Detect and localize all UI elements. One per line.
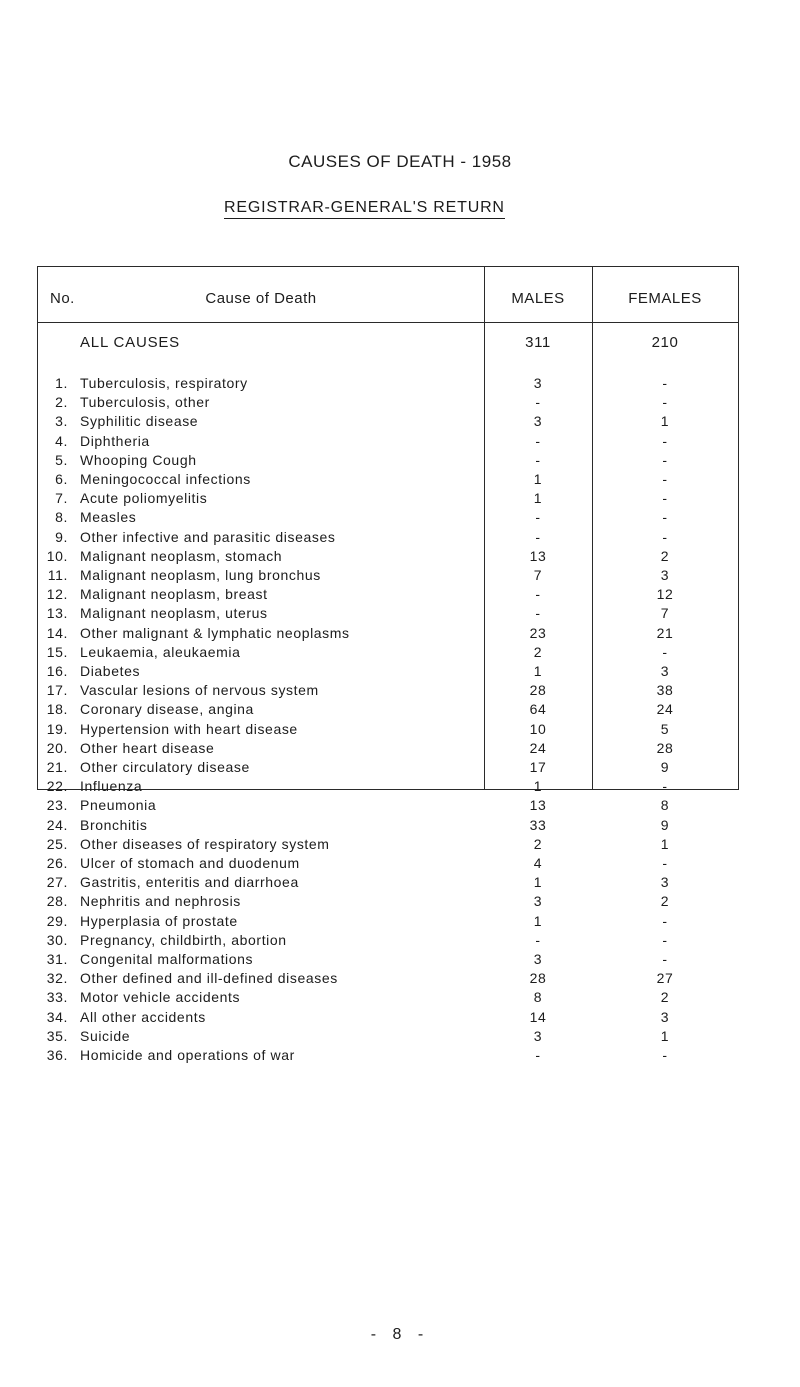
- table-row: [38, 548, 738, 568]
- row-males: 2: [533, 643, 543, 660]
- table-row: [38, 874, 738, 894]
- row-females: 3: [660, 1008, 670, 1025]
- row-cause: Congenital malformations: [80, 951, 254, 967]
- row-males: 23: [529, 624, 547, 641]
- row-males: -: [535, 394, 541, 411]
- table-row: [38, 663, 738, 683]
- row-number: 17.: [46, 682, 68, 699]
- row-females: 21: [656, 624, 674, 641]
- row-females: 1: [660, 413, 670, 430]
- row-females: -: [662, 394, 668, 411]
- row-cause: Malignant neoplasm, uterus: [80, 605, 268, 622]
- row-cause: Tuberculosis, other: [80, 394, 210, 411]
- row-number: 20.: [46, 739, 68, 756]
- table-row: [38, 740, 738, 760]
- row-females: 38: [656, 682, 674, 699]
- table-row: [38, 452, 738, 472]
- row-males: 13: [529, 547, 547, 564]
- row-females: -: [662, 643, 668, 660]
- table-row: [38, 509, 738, 529]
- row-males: 13: [529, 797, 547, 814]
- header-no: No.: [50, 290, 75, 307]
- table-row: [38, 605, 738, 625]
- table-row: [38, 1028, 738, 1048]
- page-subtitle: REGISTRAR-GENERAL'S RETURN: [224, 199, 505, 219]
- table-row: [38, 433, 738, 453]
- row-cause: Coronary disease, angina: [80, 701, 254, 718]
- table-row: [38, 625, 738, 645]
- row-females: 2: [660, 893, 670, 910]
- row-males: -: [535, 586, 541, 603]
- row-cause: Malignant neoplasm, breast: [80, 586, 268, 603]
- table-row: [38, 855, 738, 875]
- row-females: 7: [660, 605, 670, 622]
- row-cause: Other diseases of respiratory system: [80, 835, 330, 852]
- row-number: 18.: [46, 701, 68, 718]
- table-row: [38, 932, 738, 952]
- row-number: 13.: [46, 605, 68, 622]
- row-cause: Other infective and parasitic diseases: [80, 528, 336, 545]
- row-females: 3: [660, 663, 670, 679]
- row-number: 22.: [46, 778, 68, 795]
- row-males: -: [535, 1047, 541, 1063]
- row-number: 2.: [55, 394, 68, 411]
- row-males: -: [535, 605, 541, 622]
- row-number: 30.: [46, 931, 68, 948]
- row-number: 4.: [55, 432, 68, 449]
- table-row: [38, 1009, 738, 1029]
- table-row: [38, 529, 738, 549]
- table-row: [38, 759, 738, 779]
- row-number: 15.: [46, 643, 68, 660]
- causes-of-death-table: [37, 266, 739, 1063]
- row-females: 2: [660, 989, 670, 1006]
- row-males: -: [535, 509, 541, 526]
- row-cause: Bronchitis: [80, 816, 148, 833]
- row-number: 19.: [46, 720, 68, 737]
- row-females: -: [662, 951, 668, 967]
- row-cause: All other accidents: [80, 1008, 206, 1025]
- row-cause: Meningococcal infections: [80, 471, 251, 487]
- table-row: [38, 394, 738, 414]
- row-cause: Ulcer of stomach and duodenum: [80, 855, 300, 871]
- row-number: 31.: [46, 951, 68, 967]
- row-females: -: [662, 931, 668, 948]
- table-row: [38, 375, 738, 395]
- row-number: 9.: [55, 528, 68, 545]
- row-number: 8.: [55, 509, 68, 526]
- row-males: -: [535, 528, 541, 545]
- row-number: 16.: [46, 663, 68, 679]
- row-females: 9: [660, 759, 670, 775]
- page-number: - 8 -: [370, 1326, 430, 1343]
- row-females: 2: [660, 547, 670, 564]
- row-males: 10: [529, 720, 547, 737]
- row-females: 1: [660, 1027, 670, 1044]
- row-number: 32.: [46, 970, 68, 987]
- row-number: 29.: [46, 912, 68, 929]
- table-row: [38, 893, 738, 913]
- row-cause: Homicide and operations of war: [80, 1047, 295, 1063]
- table-row: [38, 567, 738, 587]
- row-number: 5.: [55, 451, 68, 468]
- row-number: 23.: [46, 797, 68, 814]
- row-males: 24: [529, 739, 547, 756]
- row-females: 28: [656, 739, 674, 756]
- row-cause: Vascular lesions of nervous system: [80, 682, 319, 699]
- row-males: 33: [529, 816, 547, 833]
- row-females: 12: [656, 586, 674, 603]
- row-number: 28.: [46, 893, 68, 910]
- table-row: [38, 721, 738, 741]
- row-males: 14: [529, 1008, 547, 1025]
- row-males: 3: [533, 1027, 543, 1044]
- row-males: 3: [533, 375, 543, 391]
- row-cause: Other heart disease: [80, 739, 215, 756]
- total-females: 210: [651, 334, 679, 351]
- row-cause: Pneumonia: [80, 797, 157, 814]
- page-title: CAUSES OF DEATH - 1958: [288, 152, 512, 171]
- row-females: 3: [660, 567, 670, 583]
- table-row: [38, 1047, 738, 1067]
- row-males: 1: [533, 912, 543, 929]
- row-number: 12.: [46, 586, 68, 603]
- row-cause: Diphtheria: [80, 432, 150, 449]
- row-number: 27.: [46, 874, 68, 891]
- row-cause: Influenza: [80, 778, 143, 795]
- row-cause: Suicide: [80, 1027, 131, 1044]
- row-males: 3: [533, 951, 543, 967]
- row-cause: Motor vehicle accidents: [80, 989, 241, 1006]
- header-males: MALES: [511, 290, 565, 307]
- table-row: [38, 989, 738, 1009]
- table-row: [38, 413, 738, 433]
- row-females: -: [662, 855, 668, 871]
- table-row: [38, 586, 738, 606]
- row-cause: Syphilitic disease: [80, 413, 199, 430]
- table-row: [38, 836, 738, 856]
- row-males: 64: [529, 701, 547, 718]
- row-females: 24: [656, 701, 674, 718]
- row-females: 27: [656, 970, 674, 987]
- table-row: [38, 644, 738, 664]
- table-row: [38, 701, 738, 721]
- row-males: 17: [529, 759, 547, 775]
- row-cause: Hyperplasia of prostate: [80, 912, 238, 929]
- row-cause: Nephritis and nephrosis: [80, 893, 241, 910]
- row-males: 1: [533, 663, 543, 679]
- row-males: 4: [533, 855, 543, 871]
- row-number: 10.: [46, 547, 68, 564]
- row-cause: Other defined and ill-defined diseases: [80, 970, 338, 987]
- row-females: -: [662, 432, 668, 449]
- row-number: 6.: [55, 471, 68, 487]
- row-males: 2: [533, 835, 543, 852]
- row-males: 1: [533, 490, 543, 507]
- row-males: 28: [529, 682, 547, 699]
- row-number: 35.: [46, 1027, 68, 1044]
- header-females: FEMALES: [628, 290, 702, 307]
- row-cause: Hypertension with heart disease: [80, 720, 298, 737]
- row-cause: Tuberculosis, respiratory: [80, 375, 248, 391]
- table-row: [38, 951, 738, 971]
- row-females: 9: [660, 816, 670, 833]
- row-number: 24.: [46, 816, 68, 833]
- table-row: [38, 490, 738, 510]
- row-number: 1.: [55, 375, 68, 391]
- row-females: -: [662, 912, 668, 929]
- table-row: [38, 797, 738, 817]
- row-males: 3: [533, 893, 543, 910]
- row-cause: Other malignant & lymphatic neoplasms: [80, 624, 350, 641]
- total-males: 311: [525, 334, 551, 351]
- row-males: 1: [533, 874, 543, 891]
- row-number: 14.: [46, 624, 68, 641]
- row-males: 1: [533, 778, 543, 795]
- row-females: -: [662, 471, 668, 487]
- table-row: [38, 471, 738, 491]
- row-females: 1: [660, 835, 670, 852]
- row-cause: Diabetes: [80, 663, 141, 679]
- row-males: 7: [533, 567, 543, 583]
- row-number: 7.: [55, 490, 68, 507]
- table-row: [38, 778, 738, 798]
- row-number: 33.: [46, 989, 68, 1006]
- row-males: -: [535, 931, 541, 948]
- row-number: 25.: [46, 835, 68, 852]
- total-row: [38, 334, 738, 354]
- row-males: 28: [529, 970, 547, 987]
- row-females: -: [662, 451, 668, 468]
- row-cause: Malignant neoplasm, stomach: [80, 547, 283, 564]
- row-number: 3.: [55, 413, 68, 430]
- row-cause: Other circulatory disease: [80, 759, 250, 775]
- row-females: 8: [660, 797, 670, 814]
- row-females: 5: [660, 720, 670, 737]
- header-cause: Cause of Death: [205, 290, 317, 307]
- row-males: 1: [533, 471, 543, 487]
- row-number: 11.: [47, 567, 68, 583]
- table-row: [38, 913, 738, 933]
- row-females: 3: [660, 874, 670, 891]
- row-cause: Whooping Cough: [80, 451, 197, 468]
- row-females: -: [662, 490, 668, 507]
- row-cause: Acute poliomyelitis: [80, 490, 208, 507]
- row-number: 21.: [46, 759, 68, 775]
- row-cause: Malignant neoplasm, lung bronchus: [80, 567, 321, 583]
- total-label: ALL CAUSES: [80, 334, 180, 351]
- row-females: -: [662, 1047, 668, 1063]
- header-divider: [38, 322, 738, 323]
- row-cause: Measles: [80, 509, 137, 526]
- row-males: 8: [533, 989, 543, 1006]
- row-females: -: [662, 778, 668, 795]
- row-cause: Pregnancy, childbirth, abortion: [80, 931, 287, 948]
- row-number: 36.: [46, 1047, 68, 1063]
- row-number: 26.: [46, 855, 68, 871]
- row-males: 3: [533, 413, 543, 430]
- table-row: [38, 817, 738, 837]
- row-cause: Leukaemia, aleukaemia: [80, 643, 241, 660]
- row-females: -: [662, 375, 668, 391]
- row-number: 34.: [46, 1008, 68, 1025]
- row-males: -: [535, 451, 541, 468]
- row-cause: Gastritis, enteritis and diarrhoea: [80, 874, 299, 891]
- table-row: [38, 970, 738, 990]
- row-females: -: [662, 509, 668, 526]
- table-row: [38, 682, 738, 702]
- row-males: -: [535, 432, 541, 449]
- row-females: -: [662, 528, 668, 545]
